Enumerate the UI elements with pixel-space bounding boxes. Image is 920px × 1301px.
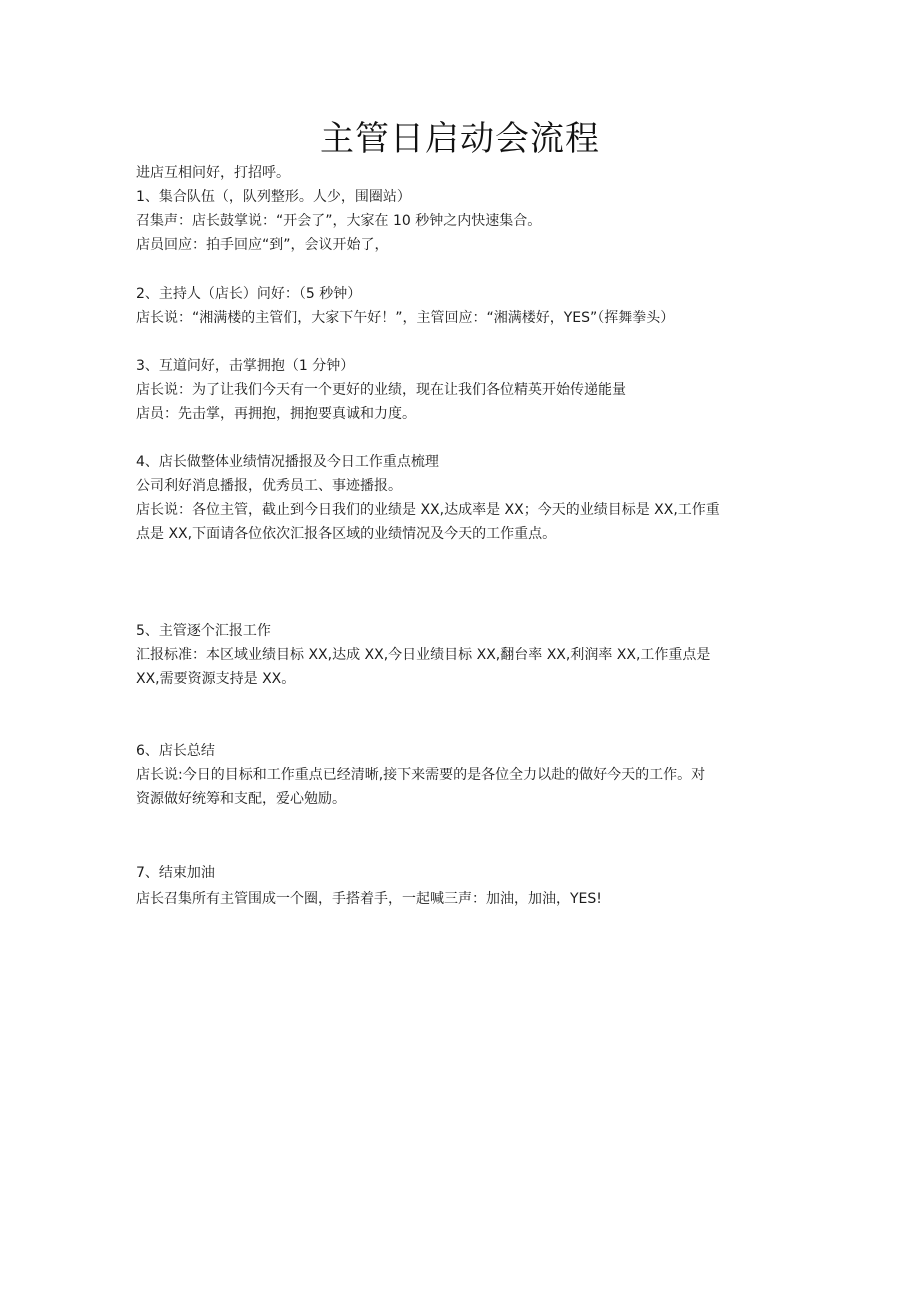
text-line: 公司利好消息播报，优秀员工、事迹播报。 (136, 478, 402, 494)
section-heading-6: 6、店长总结 (136, 743, 215, 759)
section-heading-1: 1、集合队伍（，队列整形。人少，围圈站） (136, 189, 411, 205)
section-heading-3: 3、互道问好，击掌拥抱（1 分钟） (136, 358, 355, 374)
section-heading-7: 7、结束加油 (136, 865, 215, 881)
text-line: XX,需要资源支持是 XX。 (136, 671, 296, 687)
text-line: 店长召集所有主管围成一个圈，手搭着手，一起喊三声：加油，加油，YES! (136, 891, 602, 907)
text-line: 汇报标准：本区域业绩目标 XX,达成 XX,今日业绩目标 XX,翻台率 XX,利润率 XX,工作重点是 (136, 647, 711, 663)
section-heading-5: 5、主管逐个汇报工作 (136, 623, 271, 639)
text-line: 店员回应：拍手回应“到”，会议开始了， (136, 237, 389, 253)
section-heading-4: 4、店长做整体业绩情况播报及今日工作重点梳理 (136, 454, 439, 470)
text-line: 点是 XX,下面请各位依次汇报各区域的业绩情况及今天的工作重点。 (136, 526, 557, 542)
text-line: 资源做好统筹和支配，爱心勉励。 (136, 791, 346, 807)
text-line: 店长说：为了让我们今天有一个更好的业绩，现在让我们各位精英开始传递能量 (136, 382, 626, 398)
text-line: 召集声：店长鼓掌说：“开会了”，大家在 10 秒钟之内快速集合。 (136, 213, 542, 229)
document-title: 主管日启动会流程 (320, 119, 600, 159)
text-line-greeting: 进店互相问好，打招呼。 (136, 165, 290, 181)
text-line: 店长说：“湘满楼的主管们，大家下午好！”，主管回应：“湘满楼好，YES”（挥舞拳头） (136, 310, 675, 326)
text-line: 店员：先击掌，再拥抱，拥抱要真诚和力度。 (136, 406, 416, 422)
section-heading-2: 2、主持人（店长）问好：（5 秒钟） (136, 286, 362, 302)
text-line: 店长说:今日的目标和工作重点已经清晰,接下来需要的是各位全力以赴的做好今天的工作。对 (136, 767, 706, 783)
text-line: 店长说：各位主管，截止到今日我们的业绩是 XX,达成率是 XX；今天的业绩目标是 XX,工作重 (136, 502, 720, 518)
